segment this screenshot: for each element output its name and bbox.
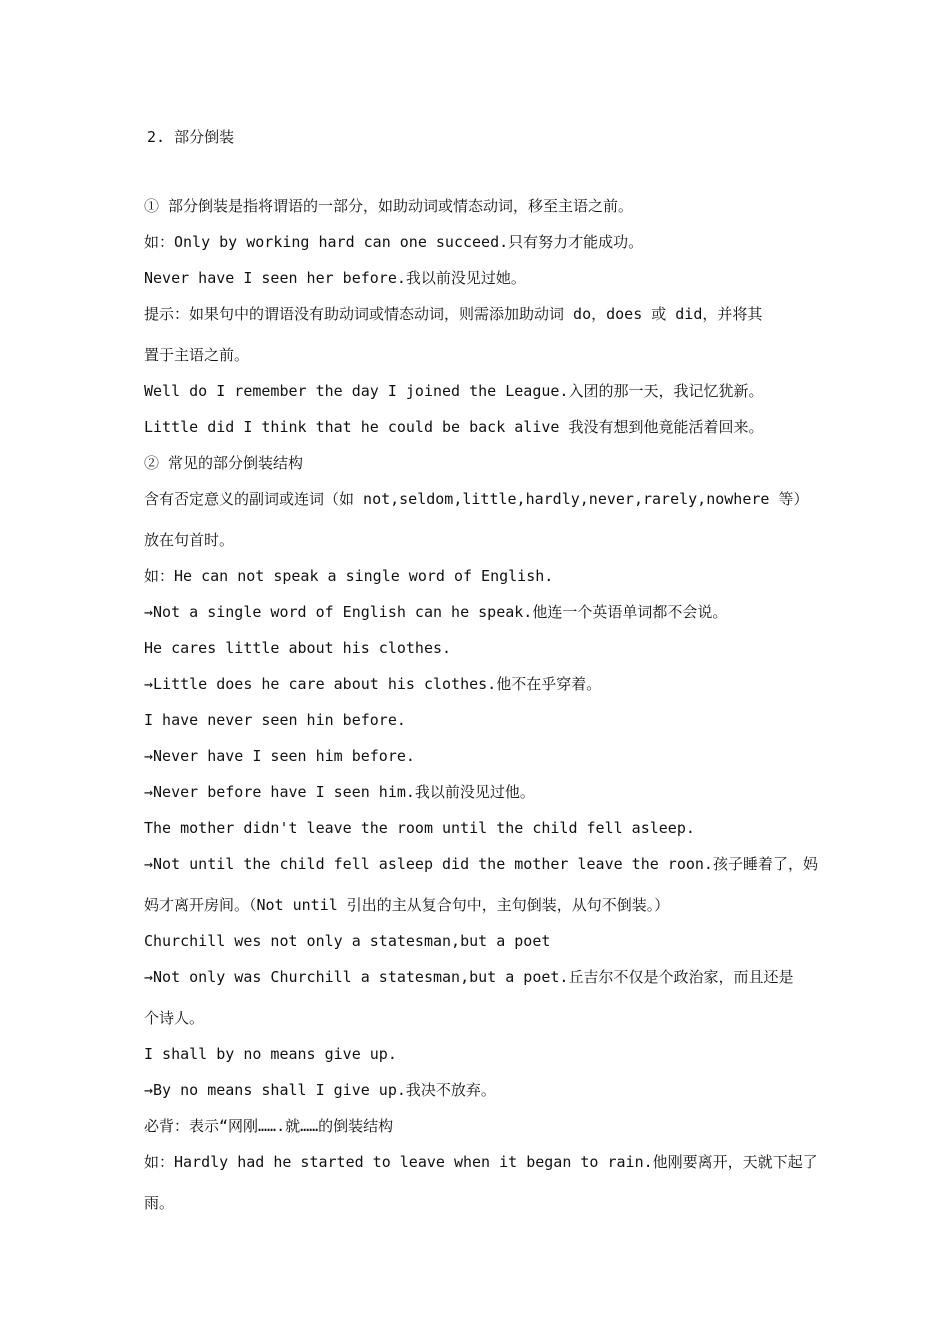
text-line: →Never have I seen him before. (144, 747, 415, 765)
text-line: I have never seen hin before. (144, 711, 406, 729)
text-line: Well do I remember the day I joined the League.入团的那一天，我记忆犹新。 (144, 382, 764, 400)
text-line: 如：Hardly had he started to leave when it began to rain.他刚要离开，天就下起了 (144, 1153, 818, 1171)
text-line: The mother didn't leave the room until the child fell asleep. (144, 819, 695, 837)
text-line: 必背：表示“网刚…….就……的倒装结构 (144, 1117, 394, 1135)
text-line: ① 部分倒装是指将谓语的一部分，如助动词或情态动词，移至主语之前。 (144, 197, 634, 215)
text-line: 雨。 (144, 1194, 175, 1212)
text-line: 置于主语之前。 (144, 346, 250, 364)
text-line: →By no means shall I give up.我决不放弃。 (144, 1081, 496, 1099)
text-line: →Not until the child fell asleep did the mother leave the roon.孩子睡着了，妈 (144, 855, 818, 873)
subsection-heading: ② 常见的部分倒装结构 (144, 454, 304, 472)
text-line: 妈才离开房间。（Not until 引出的主从复合句中，主句倒装，从句不倒装。） (144, 896, 670, 914)
text-line: 提示：如果句中的谓语没有助动词或情态动词，则需添加助动词 do，does 或 did，并将其 (144, 305, 763, 323)
text-line: →Not only was Churchill a statesman,but a poet.丘吉尔不仅是个政治家，而且还是 (144, 968, 794, 986)
text-line: 含有否定意义的副词或连词（如 not,seldom,little,hardly,never,rarely,nowhere 等） (144, 490, 809, 508)
text-line: Churchill wes not only a statesman,but a poet (144, 932, 551, 950)
section-heading: 2. 部分倒装 (147, 128, 235, 146)
text-line: 放在句首时。 (144, 531, 235, 549)
text-line: He cares little about his clothes. (144, 639, 452, 657)
text-line: Little did I think that he could be back alive 我没有想到他竟能活着回来。 (144, 418, 764, 436)
text-line: →Never before have I seen him.我以前没见过他。 (144, 783, 535, 801)
text-line: Never have I seen her before.我以前没见过她。 (144, 269, 526, 287)
text-line: →Not a single word of English can he speak.他连一个英语单词都不会说。 (144, 603, 728, 621)
text-line: 个诗人。 (144, 1009, 205, 1027)
text-line: 如：He can not speak a single word of English. (144, 567, 554, 585)
text-line: I shall by no means give up. (144, 1045, 397, 1063)
text-line: 如：Only by working hard can one succeed.只有努力才能成功。 (144, 233, 644, 251)
text-line: →Little does he care about his clothes.他不在乎穿着。 (144, 675, 602, 693)
